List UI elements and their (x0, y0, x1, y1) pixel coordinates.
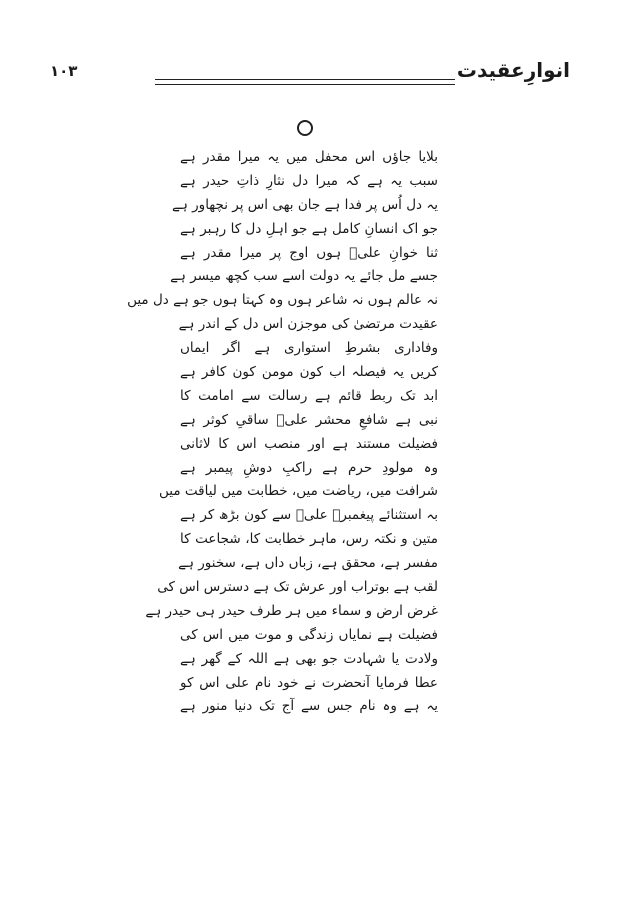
verse-line: متین و نکتہ رس، ماہر خطابت کا، شجاعت کا (180, 531, 438, 548)
verse-line: یہ ہے وہ نام جس سے آج تک دنیا منور ہے (180, 698, 438, 715)
section-divider-circle-icon (297, 120, 313, 136)
verse-line: شرافت میں، ریاضت میں، خطابت میں لیاقت میں (159, 483, 438, 500)
verse-line: یہ دل اُس پر فدا ہے جان بھی اس پر نچھاور ہے (172, 196, 438, 213)
verse-line: وہ مولودِ حرم ہے راکبِ دوشِ پیمبر ہے (180, 459, 438, 476)
page-number: ١٠٣ (50, 62, 78, 80)
verse-line: فضیلت مستند ہے اور منصب اس کا لاثانی (180, 435, 438, 452)
verse-line: ثنا خوانِ علیؑ ہوں اوج پر میرا مقدر ہے (180, 244, 438, 261)
verse-line: جسے مل جائے یہ دولت اسے سب کچھ میسر ہے (170, 268, 438, 285)
verse-line: مفسر ہے، محقق ہے، زباں داں ہے، سخنور ہے (178, 555, 438, 572)
verse-line: نبی ہے شافعِ محشر علیؑ ساقیِ کوثر ہے (180, 411, 438, 428)
book-title: انوارِعقیدت (456, 58, 570, 82)
verse-line: کریں یہ فیصلہ اب کون مومن کون کافر ہے (180, 364, 438, 381)
verse-line: عطا فرمایا آنحضرت نے خود نام علی اس کو (180, 674, 438, 691)
verse-line: ابد تک ربط قائم ہے رسالت سے امامت کا (180, 387, 438, 404)
verse-line: غرض ارض و سماء میں ہر طرف حیدر ہی حیدر ہے (145, 602, 438, 619)
verse-line: فضیلت ہے نمایاں زندگی و موت میں اس کی (180, 626, 438, 643)
verse-line: نہ عالم ہوں نہ شاعر ہوں وہ کہتا ہوں جو ہے دل میں (127, 292, 438, 309)
poem-verses (127, 146, 438, 719)
verse-line: سبب یہ ہے کہ میرا دل نثارِ ذاتِ حیدر ہے (180, 172, 438, 189)
verse-line: بہ استثنائے پیغمبرؐ علیؑ سے کون بڑھ کر ہے (180, 507, 438, 524)
verse-line: وفاداری بشرطِ استواری ہے اگر ایماں (180, 340, 438, 357)
page-header (40, 52, 570, 92)
header-rule-top (155, 79, 455, 80)
header-rule-bottom (155, 84, 455, 85)
verse-line: عقیدت مرتضیٰ کی موجزن اس دل کے اندر ہے (178, 316, 438, 333)
verse-line: جو اک انسانِ کامل ہے جو اہلِ دل کا رہبر ہے (180, 220, 438, 237)
verse-line: بلایا جاؤں اس محفل میں یہ میرا مقدر ہے (180, 149, 438, 165)
verse-line: لقب ہے بوتراب اور عرش تک ہے دسترس اس کی (157, 579, 438, 596)
verse-line: ولادت یا شہادت جو بھی ہے اللہ کے گھر ہے (180, 650, 438, 667)
